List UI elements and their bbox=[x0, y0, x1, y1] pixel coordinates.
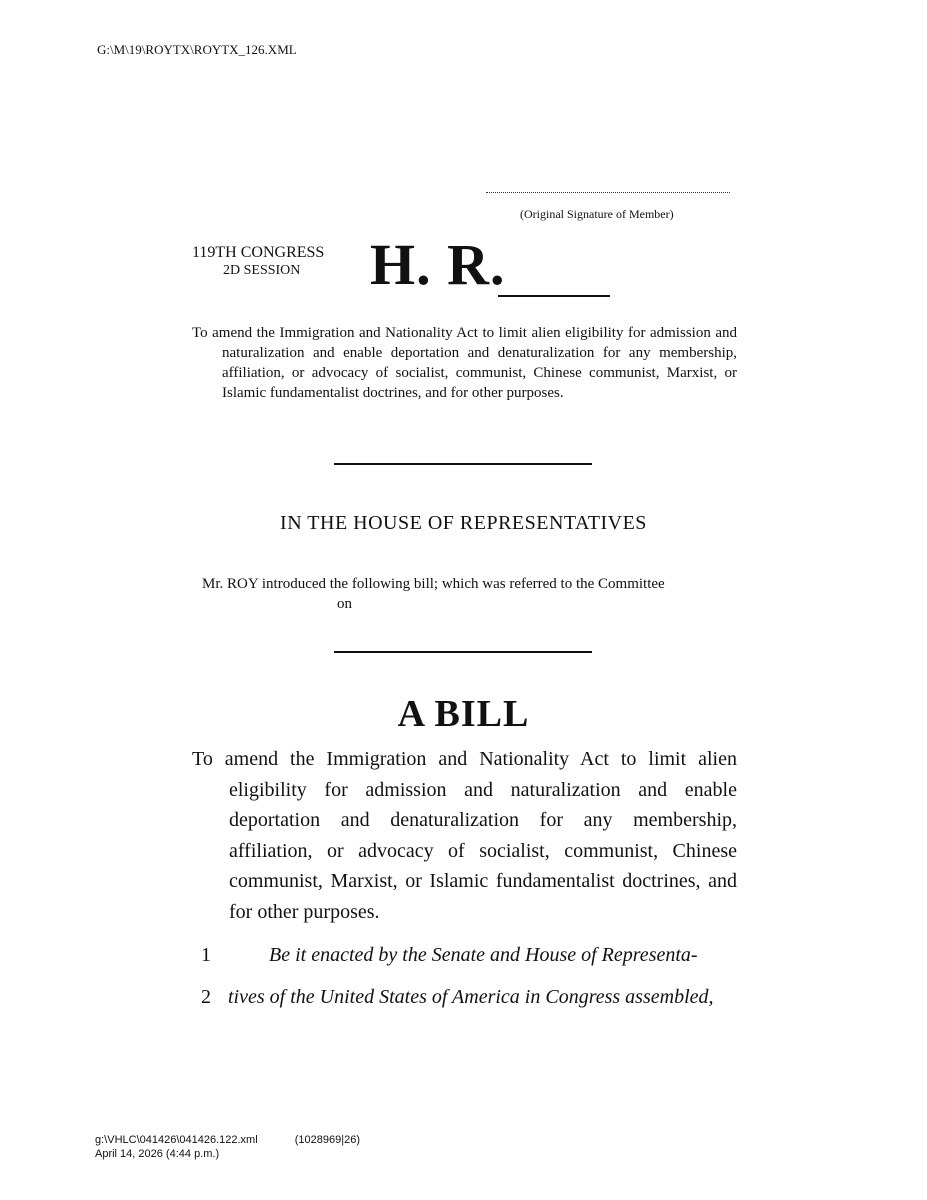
bill-designation: H. R. bbox=[370, 232, 506, 297]
long-title: To amend the Immigration and Nationality Act to limit alien eligibility for admission and naturalization and enable deportation and denaturalization for any membership, affiliation, or advocacy of socialist, communist, Chinese communist, Marxist, or Islamic fundamentalist doctrines, and for other purposes. bbox=[192, 748, 737, 923]
footer-timestamp: April 14, 2026 (4:44 p.m.) bbox=[95, 1148, 220, 1160]
introduction-statement bbox=[202, 574, 730, 614]
page-footer bbox=[95, 1133, 360, 1161]
signature-line bbox=[486, 182, 730, 193]
bill-heading: A BILL bbox=[397, 693, 530, 735]
bill-number-blank bbox=[498, 295, 610, 297]
introduction-text: Mr. ROY introduced the following bill; which was referred to the Committee bbox=[202, 576, 665, 592]
session-number: 2D SESSION bbox=[223, 263, 301, 278]
line-number: 2 bbox=[201, 986, 211, 1008]
short-title: To amend the Immigration and Nationality Act to limit alien eligibility for admission and naturalization and enable deportation and denaturalization for any membership, affiliation, or advocacy of socialist, communist, Chinese communist, Marxist, or Islamic fundamentalist doctrines, and for other purposes. bbox=[192, 325, 737, 401]
congress-number: 119TH CONGRESS bbox=[192, 244, 325, 261]
footer-code: (1028969|26) bbox=[294, 1134, 360, 1146]
footer-file: g:\VHLC\041426\041426.122.xml bbox=[95, 1134, 258, 1146]
signature-caption: (Original Signature of Member) bbox=[520, 207, 674, 221]
file-path: G:\M\19\ROYTX\ROYTX_126.XML bbox=[97, 42, 297, 57]
enacting-clause-line: Be it enacted by the Senate and House of Representa- bbox=[269, 944, 698, 966]
introduction-committee: on bbox=[337, 596, 352, 612]
chamber-heading: IN THE HOUSE OF REPRESENTATIVES bbox=[280, 512, 647, 534]
divider-rule bbox=[334, 651, 592, 653]
line-number: 1 bbox=[201, 944, 211, 966]
divider-rule bbox=[334, 463, 592, 465]
enacting-clause-line: tives of the United States of America in Congress assembled, bbox=[228, 986, 714, 1008]
